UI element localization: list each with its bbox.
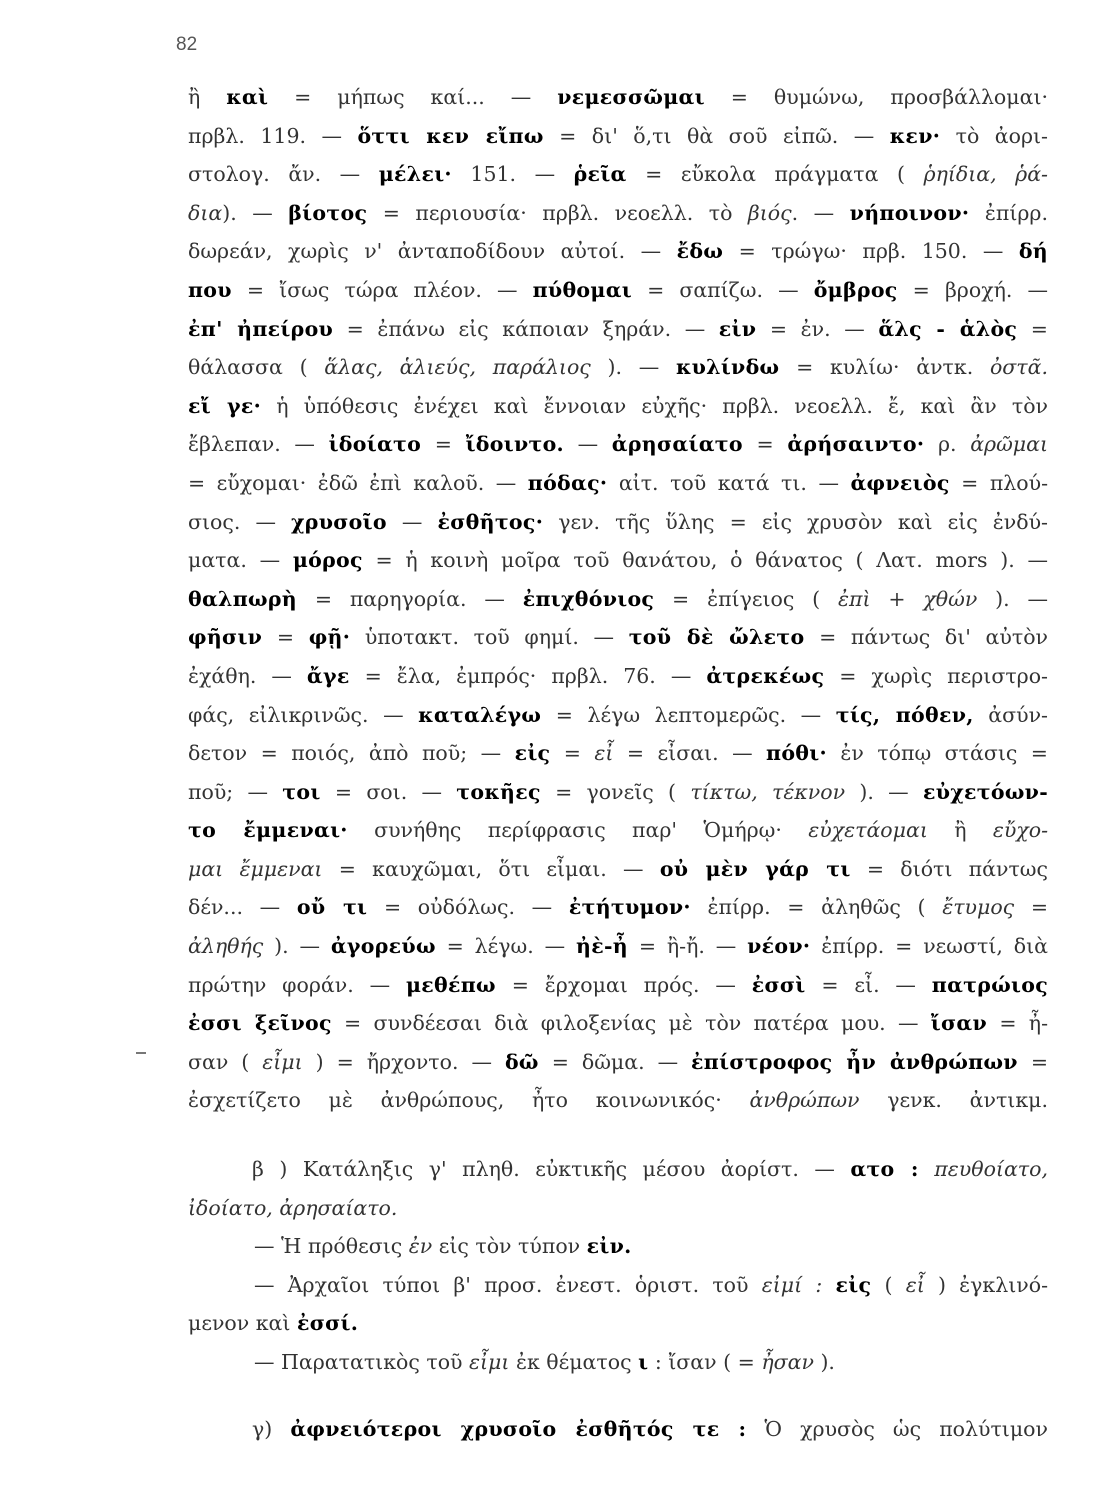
text-segment: ἐν τόπῳ στάσις = [826, 741, 1048, 766]
text-segment: ἀσύν- [973, 702, 1048, 727]
headword: ὄμβρος [813, 277, 898, 302]
text-segment: = οὐδόλως. — [367, 895, 569, 920]
text-segment: ). — [977, 586, 1048, 611]
headword: εἰς [835, 1272, 872, 1297]
lines-line [188, 78, 1048, 117]
text-segment [919, 1157, 935, 1181]
italic-term: τίκτω, τέκνον [690, 779, 846, 804]
headword: τοκῆες [456, 779, 541, 804]
text-segment: δέν... — [188, 895, 297, 920]
headword: ατο : [850, 1157, 919, 1182]
headword: εἰν. [586, 1234, 632, 1259]
text-segment: σιος. — [188, 509, 292, 534]
headword: ἀρήσαιντο· [787, 432, 925, 457]
italic-term: εἰμί : [761, 1272, 823, 1297]
headword: που [188, 277, 232, 302]
text-segment: — Ἀρχαῖοι τύποι β' προσ. ἐνεστ. ὁριστ. τοῦ [254, 1272, 762, 1297]
beta-line [188, 1189, 1048, 1228]
text-segment: ἐκ θέματος [509, 1350, 639, 1374]
lines-line [188, 1004, 1048, 1043]
headword: τοῦ δὲ ὤλετο [628, 625, 805, 650]
headword: τίς, πόθεν, [835, 702, 974, 727]
text-segment: δωρεάν, χωρὶς ν' ἀνταποδίδουν αὐτοί. — [188, 239, 677, 264]
lines-line [188, 850, 1048, 889]
italic-term: ἰδοίατο, ἀρησαίατο. [188, 1195, 398, 1220]
text-segment: = παρηγορία. — [296, 586, 523, 611]
headword: ἀτρεκέως [706, 663, 825, 688]
text-segment: = βροχή. — [897, 277, 1048, 302]
text-segment: ὑποτακτ. τοῦ φημί. — [350, 625, 629, 650]
text-segment: ἐπίρρ. = ἀληθῶς ( [690, 895, 943, 920]
lines-line [188, 773, 1048, 812]
text-segment: = [1014, 895, 1049, 920]
text-segment [822, 1273, 835, 1297]
text-segment: ). — [263, 934, 331, 959]
text-segment: ἐπίρρ. = νεωστί, διὰ [810, 934, 1048, 959]
lines-line [188, 966, 1048, 1005]
headword: ι [638, 1350, 649, 1374]
headword: καταλέγω [418, 702, 542, 727]
headword: ἐσσί. [296, 1311, 359, 1336]
headword: εἰν [718, 316, 757, 341]
text-segment: = εἶ. — [805, 972, 932, 997]
italic-term: ῥηίδια, ῥά- [923, 162, 1048, 187]
headword: ἀγορεύω [330, 934, 436, 959]
headword: πόθι· [766, 741, 827, 766]
headword: φῆσιν [188, 625, 263, 650]
lines-line [188, 1043, 1048, 1082]
text-segment: = σοι. — [320, 779, 457, 804]
headword: φῇ· [308, 625, 351, 650]
italic-term: δια [188, 200, 223, 225]
text-segment: ) = ἤρχοντο. — [302, 1049, 505, 1074]
text-segment: δετον = ποιός, ἀπὸ ποῦ; — [188, 741, 515, 766]
lines-line [188, 425, 1048, 464]
text-segment: β ) Κατάληξις γ' πληθ. εὐκτικῆς μέσου ἀορίστ. — [252, 1157, 851, 1182]
headword: χρυσοῖο [291, 509, 387, 534]
lines-line [188, 503, 1048, 542]
lines-line [188, 464, 1048, 503]
headword: ὅττι κεν εἴπω [357, 123, 544, 148]
text-segment: = [550, 741, 595, 766]
headword: νήποινον· [849, 200, 970, 225]
text-segment: = πλού- [949, 470, 1049, 495]
headword: καὶ [226, 85, 269, 109]
italic-term: εἶμι [262, 1049, 303, 1074]
text-segment: = [1017, 1049, 1048, 1074]
italic-term: ἀνθρώπων [749, 1088, 860, 1113]
text-segment: = συνδέεσαι διὰ φιλοξενίας μὲ τὸν πατέρα μου. — [331, 1011, 931, 1036]
headword: ἄγε [306, 663, 350, 688]
lines-line [188, 117, 1048, 156]
text-segment: ἐσχετίζετο μὲ ἀνθρώπους, ἦτο κοινωνικός· [188, 1088, 750, 1113]
lines-line [188, 657, 1048, 696]
italic-term: ὀστᾶ. [989, 355, 1048, 380]
text-segment: = ἢ-ἤ. — [627, 934, 748, 959]
text-segment: = γονεῖς ( [540, 779, 691, 804]
italic-term: ἀρῶμαι [970, 432, 1049, 457]
text-segment: — [564, 432, 612, 457]
beta-line [188, 1227, 1048, 1266]
text-segment: μενον καὶ [188, 1311, 297, 1336]
text-segment: = κυλίω· ἀντκ. [779, 355, 990, 380]
headword: εὐχετόων- [922, 779, 1049, 804]
lines-line [188, 1081, 1048, 1120]
headword: ἐσθῆτος· [437, 509, 544, 534]
page-body [188, 78, 1048, 1448]
headword: οὐ μὲν γάρ τι [659, 856, 851, 881]
text-segment: = ἔρχομαι πρός. — [495, 972, 752, 997]
section-beta [188, 1150, 1048, 1382]
lines-line [188, 232, 1048, 271]
text-segment: — Ἡ πρόθεσις [254, 1234, 409, 1259]
headword: μέλει· [378, 162, 452, 187]
lines-line [188, 580, 1048, 619]
headword: οὔ τι [296, 895, 368, 920]
italic-term: ἦσαν [761, 1350, 814, 1374]
text-segment: = [1017, 316, 1048, 341]
text-segment: ἢ [927, 818, 993, 843]
page-number: 82 [176, 34, 198, 55]
text-segment: = περιουσία· πρβλ. νεοελλ. τὸ [367, 200, 748, 225]
text-segment: — [386, 509, 438, 534]
text-segment: σαν ( [188, 1049, 263, 1074]
text-segment: = καυχῶμαι, ὅτι εἶμαι. — [322, 856, 660, 881]
headword: κυλίνδω [675, 355, 780, 380]
headword: ἐσσι ξεῖνος [188, 1011, 332, 1036]
italic-term: ἀληθής [188, 934, 264, 959]
text-segment: ). — [845, 779, 923, 804]
headword: ἐπ' ἠπείρου [188, 316, 334, 341]
headword: βίοτος [288, 200, 368, 225]
headword: πατρώιος [931, 972, 1048, 997]
text-segment: ). [813, 1350, 835, 1374]
text-segment: : ἴσαν ( = [648, 1350, 762, 1374]
lines-line [188, 618, 1048, 657]
headword: πόδας· [527, 470, 608, 495]
text-segment: εἰς τὸν τύπον [432, 1234, 587, 1259]
text-segment: = ἐν. — [756, 316, 879, 341]
text-segment: = μήπως καί... — [268, 85, 558, 109]
italic-term: πευθοίατο, [934, 1157, 1048, 1182]
headword: ἅλς - ἁλὸς [878, 316, 1018, 341]
headword: ἰδοίατο [328, 432, 422, 457]
text-segment: = [262, 625, 309, 650]
text-segment: πρώτην φοράν. — [188, 972, 406, 997]
headword: ἐσσὶ [751, 972, 806, 997]
text-segment: τὸ ἀορι- [940, 123, 1048, 148]
text-segment: = χωρὶς περιστρο- [824, 663, 1048, 688]
text-segment: ). — [222, 200, 289, 225]
italic-term: μαι ἔμμεναι [188, 856, 323, 881]
text-segment: ρ. [924, 432, 971, 457]
headword: θαλπωρὴ [188, 586, 297, 611]
lines-line [188, 734, 1048, 773]
italic-term: ἔτυμος [942, 895, 1015, 920]
margin-mark [136, 1052, 146, 1054]
italic-term: εἶ [594, 741, 614, 766]
italic-term: ἐπὶ + χθών [838, 586, 978, 611]
text-segment: = [421, 432, 466, 457]
text-segment: = δι' ὅ,τι θὰ σοῦ εἰπῶ. — [543, 123, 890, 148]
italic-term: εἶ [905, 1272, 925, 1297]
text-segment: ἔβλεπαν. — [188, 432, 329, 457]
glossary-paragraph [188, 78, 1048, 1120]
text-segment: = τρώγω· πρβ. 150. — [723, 239, 1019, 264]
headword: ἀφνειὸς [850, 470, 950, 495]
text-segment: ) ἐγκλινό- [924, 1272, 1049, 1297]
text-segment: = [742, 432, 788, 457]
text-segment: = εὔκολα πράγματα ( [626, 162, 924, 187]
text-segment: = πάντως δι' αὐτὸν [804, 625, 1048, 650]
text-segment: γεν. τῆς ὕλης = εἰς χρυσὸν καὶ εἰς ἐνδύ- [543, 509, 1048, 534]
text-segment: φάς, εἰλικρινῶς. — [188, 702, 419, 727]
beta-line [188, 1150, 1048, 1189]
italic-term: βιός [747, 200, 792, 225]
text-segment: στολογ. ἄν. — [188, 162, 379, 187]
headword: ἀφνειότεροι χρυσοῖο ἐσθῆτός τε : [290, 1416, 747, 1441]
headword: ἔδω [676, 239, 724, 264]
gamma-line [188, 1410, 1048, 1449]
text-segment: = ἡ κοινὴ μοῖρα τοῦ θανάτου, ὁ θάνατος ( Λατ. mors ). — [362, 548, 1049, 573]
text-segment: Ὁ χρυσὸς ὡς πολύτιμον [746, 1416, 1048, 1441]
headword: το ἔμμεναι· [188, 818, 348, 843]
text-segment: = εὔχομαι· ἐδῶ ἐπὶ καλοῦ. — [188, 470, 528, 495]
text-segment: = λέγω λεπτομερῶς. — [541, 702, 836, 727]
lines-line [188, 271, 1048, 310]
italic-term: εὐχετάομαι [808, 818, 928, 843]
headword: ἐτήτυμον· [568, 895, 691, 920]
lines-line [188, 387, 1048, 426]
headword: ἀρησαίατο [611, 432, 743, 457]
headword: μεθέπω [405, 972, 496, 997]
text-segment: . — [791, 200, 850, 225]
text-segment: = σαπίζω. — [631, 277, 814, 302]
text-segment: ποῦ; — [188, 779, 283, 804]
headword: εἰς [514, 741, 551, 766]
text-segment: πρβλ. 119. — [188, 123, 358, 148]
text-segment: = εἶσαι. — [613, 741, 767, 766]
lines-line [188, 194, 1048, 233]
lines-line [188, 348, 1048, 387]
text-segment: = ἦ- [987, 1011, 1049, 1036]
lines-line [188, 310, 1048, 349]
headword: ἴσαν [930, 1011, 988, 1036]
headword: εἴ γε· [188, 393, 262, 418]
italic-term: ἐν [408, 1234, 433, 1259]
beta-line [188, 1266, 1048, 1305]
headword: νεμεσσῶμαι [557, 85, 705, 109]
headword: ῥεῖα [573, 162, 627, 187]
headword: ἴδοιντο. [465, 432, 564, 457]
text-segment: ἢ [188, 85, 227, 109]
text-segment: ( [871, 1272, 906, 1297]
section-gamma [188, 1410, 1048, 1449]
italic-term: ἅλας, ἁλιεύς, παράλιος [324, 355, 591, 380]
lines-line [188, 888, 1048, 927]
headword: δή [1018, 239, 1049, 264]
lines-line [188, 927, 1048, 966]
text-segment: ἐχάθη. — [188, 663, 307, 688]
text-segment: = θυμώνω, προσβάλλομαι· [704, 85, 1048, 109]
headword: μόρος [292, 548, 363, 573]
text-segment: = ἐπίγειος ( [654, 586, 838, 611]
beta-line [188, 1304, 1048, 1343]
headword: δῶ [504, 1049, 539, 1074]
text-segment: θάλασσα ( [188, 355, 325, 380]
text-segment: γ) [252, 1416, 291, 1441]
text-segment: — Παρατατικὸς τοῦ [254, 1350, 470, 1374]
text-segment: = διότι πάντως [850, 856, 1048, 881]
text-segment: ἐπίρρ. [969, 200, 1048, 225]
text-segment: συνήθης περίφρασις παρ' Ὁμήρῳ· [347, 818, 809, 843]
text-segment: ματα. — [188, 548, 293, 573]
text-segment: = ἔλα, ἐμπρός· πρβλ. 76. — [349, 663, 707, 688]
lines-line [188, 696, 1048, 735]
headword: τοι [282, 779, 321, 804]
lines-line [188, 811, 1048, 850]
text-segment: = λέγω. — [435, 934, 576, 959]
text-segment: 151. — [451, 162, 574, 187]
headword: πύθομαι [532, 277, 632, 302]
headword: ἐπιχθόνιος [522, 586, 655, 611]
text-segment: = δῶμα. — [538, 1049, 692, 1074]
text-segment: = ἴσως τώρα πλέον. — [231, 277, 533, 302]
italic-term: εἶμι [469, 1350, 510, 1374]
lines-line [188, 155, 1048, 194]
beta-line [188, 1343, 1048, 1382]
headword: νέον· [747, 934, 811, 959]
text-segment: ). — [590, 355, 676, 380]
headword: ἐπίστροφος ἦν ἀνθρώπων [691, 1049, 1018, 1074]
italic-term: εὔχο- [992, 818, 1048, 843]
headword: ἠὲ-ἦ [575, 934, 628, 959]
text-segment: γενκ. ἀντικμ. [859, 1088, 1048, 1113]
text-segment: ἡ ὑπόθεσις ἐνέχει καὶ ἔννοιαν εὐχῆς· πρβλ. νεοελλ. ἔ, καὶ ἂν τὸν [261, 393, 1049, 418]
text-segment: αἰτ. τοῦ κατά τι. — [607, 470, 851, 495]
text-segment: = ἐπάνω εἰς κάποιαν ξηράν. — [333, 316, 719, 341]
headword: κεν· [889, 123, 941, 148]
lines-line [188, 541, 1048, 580]
